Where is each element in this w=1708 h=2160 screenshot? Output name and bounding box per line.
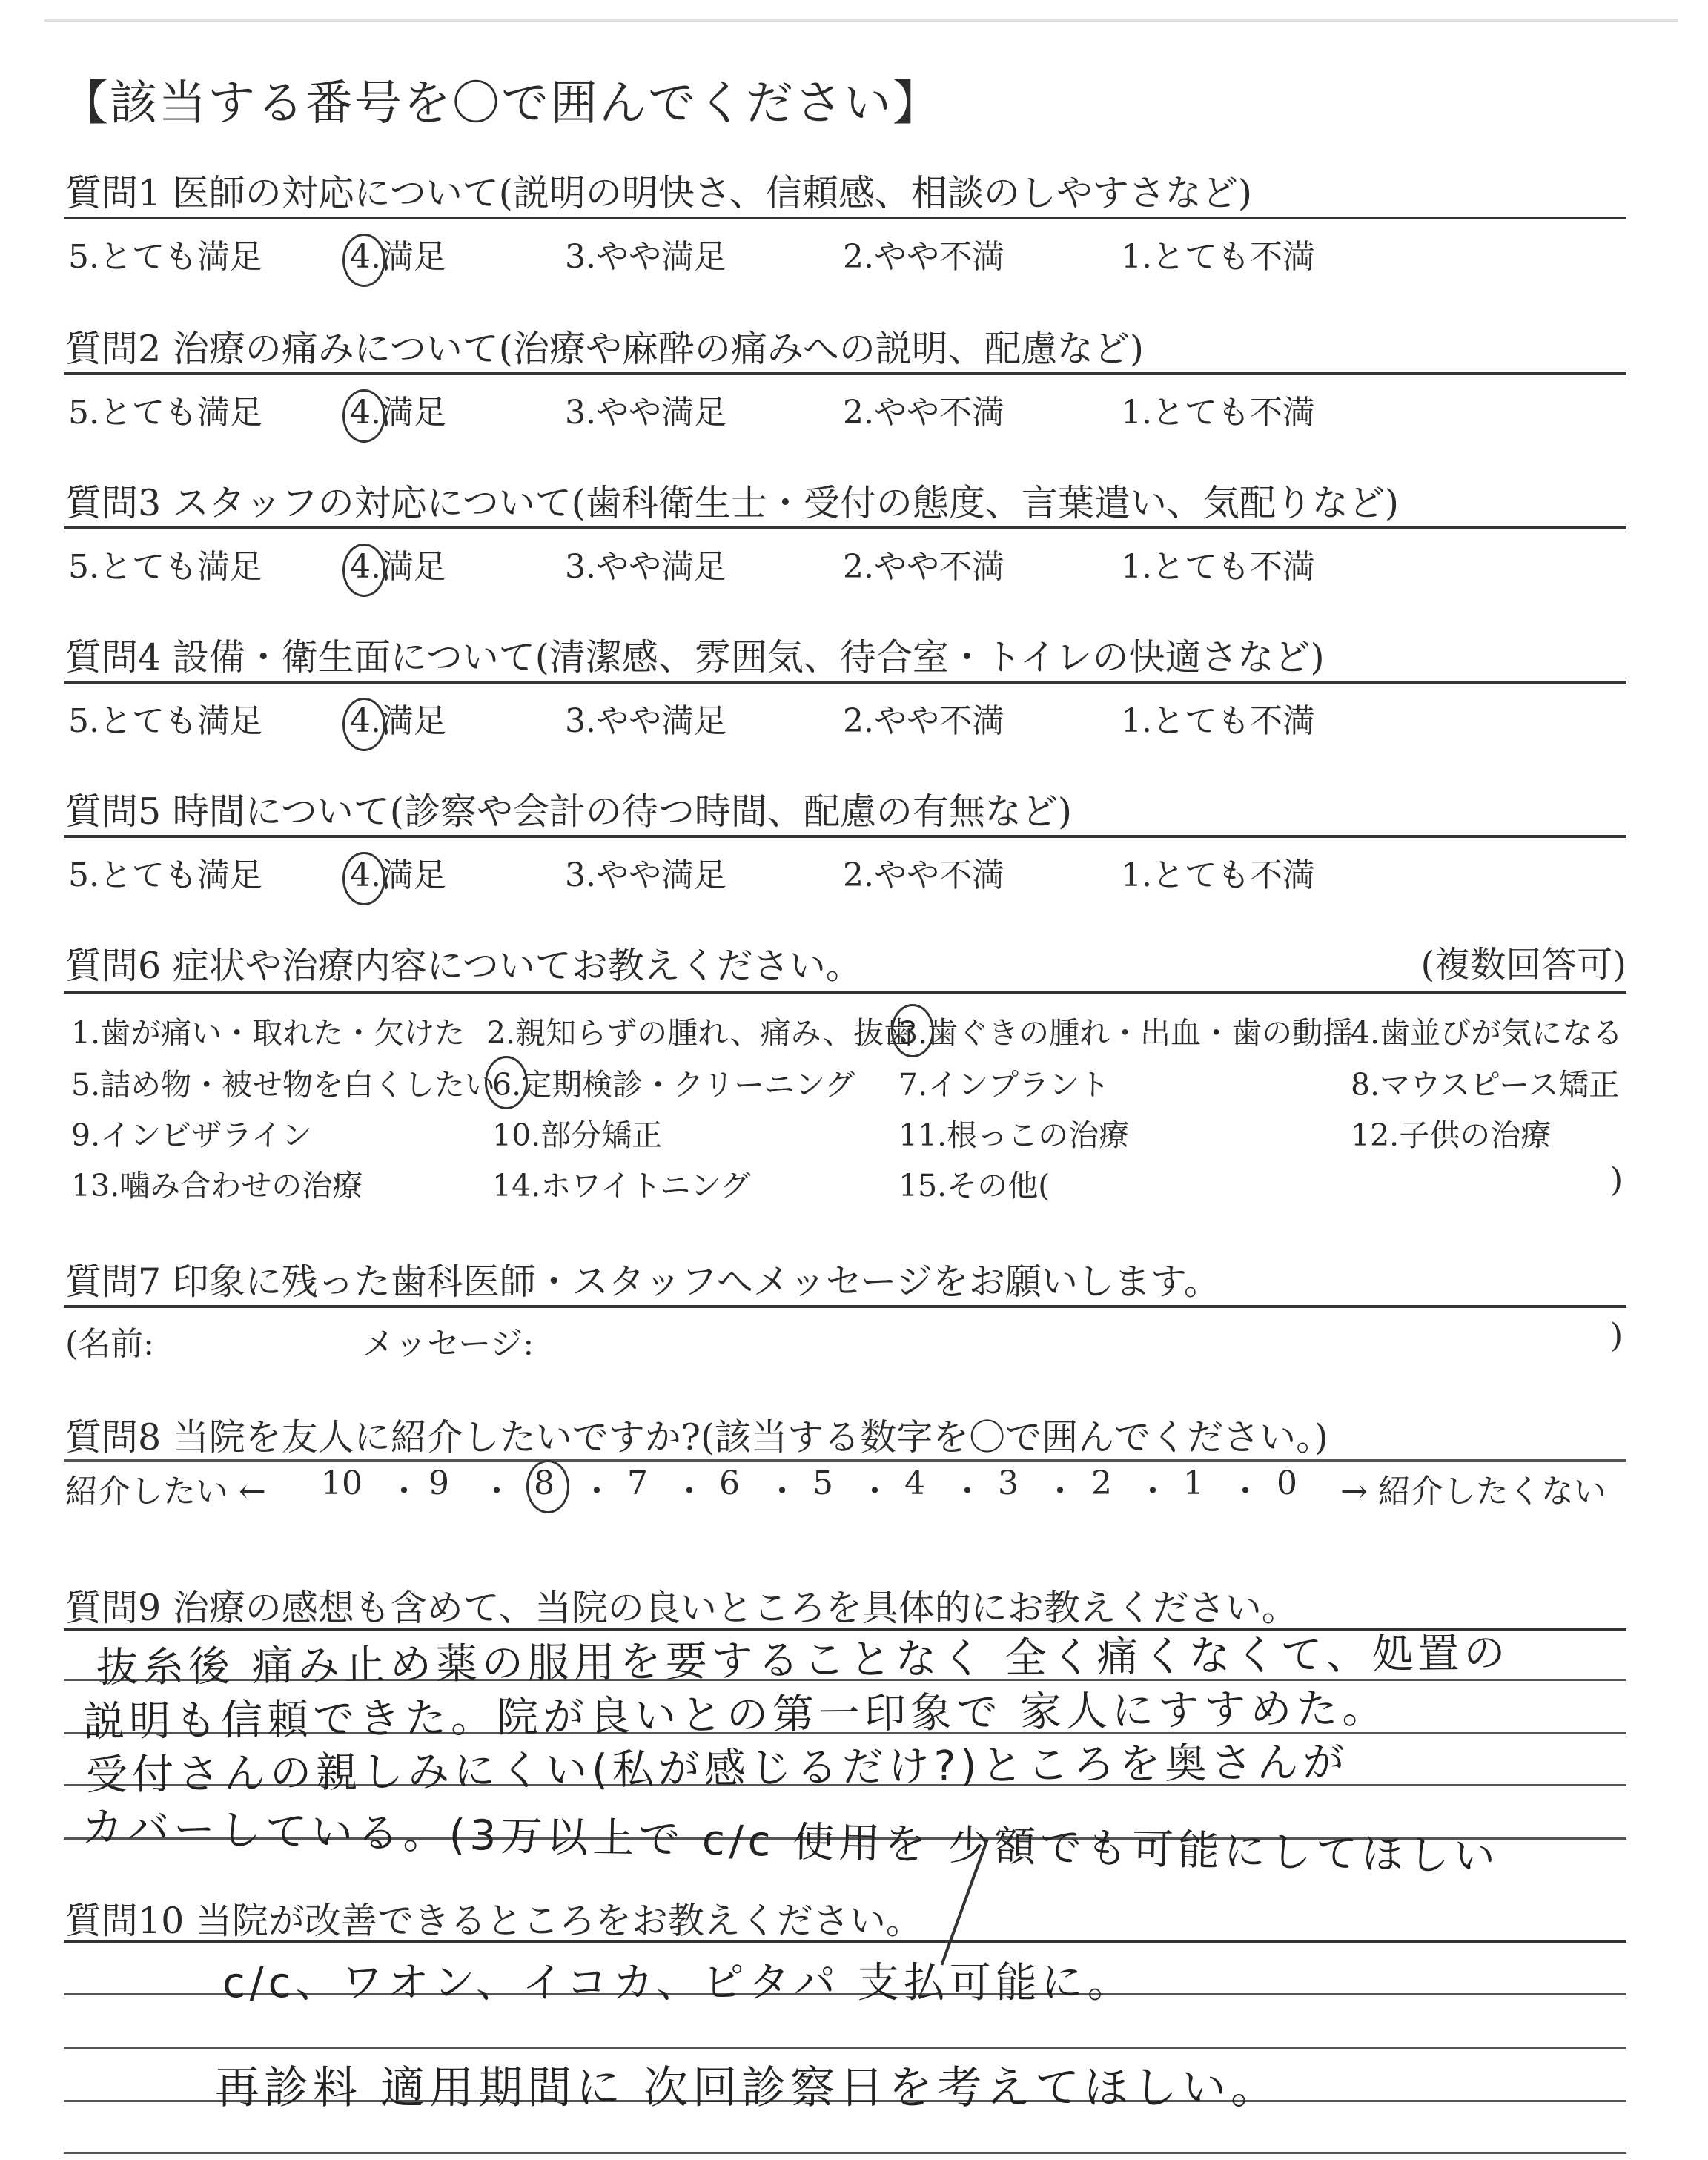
scale-value[interactable]: 5 [812,1464,833,1502]
not-recommend-label: → 紹介したくない [1340,1473,1606,1510]
question-2-title: 質問2 治療の痛みについて(治療や麻酔の痛みへの説明、配慮など) [65,328,1145,370]
option-somewhat-dissatisfied[interactable]: 2.やや不満 [843,856,1004,894]
divider [64,372,1626,375]
symptom-item[interactable]: 12.子供の治療 [1351,1117,1552,1153]
option-somewhat-satisfied[interactable]: 3.やや満足 [565,702,726,740]
handwritten-answer-line: 説明も信頼できた。院が良いとの第一印象で 家人にすすめた。 [82,1684,1388,1746]
scale-value[interactable]: 2 [1091,1464,1112,1502]
option-somewhat-dissatisfied[interactable]: 2.やや不満 [843,238,1004,276]
symptom-item[interactable]: 1.歯が痛い・取れた・欠けた [71,1015,466,1051]
question-4-title: 質問4 設備・衛生面について(清潔感、雰囲気、待合室・トイレの快適さなど) [65,636,1325,678]
recommend-label: 紹介したい ← [65,1473,266,1510]
option-satisfied-selected[interactable]: 4.満足 [350,394,446,432]
scale-separator: ・ [480,1473,513,1510]
handwritten-answer-line: カバーしている。(3万以上で c/c 使用を 少額でも可能にしてほしい [81,1803,1500,1882]
scale-value[interactable]: 1 [1183,1464,1204,1502]
question-9-title: 質問9 治療の感想も含めて、当院の良いところを具体的にお教えください。 [65,1587,1298,1629]
question-2-options [68,386,1315,432]
question-1-options [68,230,1315,276]
answer-line [64,2047,1626,2049]
option-very-dissatisfied[interactable]: 1.とても不満 [1121,238,1315,276]
symptom-item[interactable]: 10.部分矯正 [492,1117,663,1153]
question-6-title: 質問6 症状や治療内容についてお教えください。 [65,945,862,987]
scale-separator: ・ [1044,1473,1076,1510]
question-5-title: 質問5 時間について(診察や会計の待つ時間、配慮の有無など) [65,790,1073,833]
handwritten-answer-line: 受付さんの親しみにくい(私が感じるだけ?)ところを奥さんが [85,1738,1349,1800]
scale-value[interactable]: 10 [321,1464,363,1502]
symptom-item[interactable]: 8.マウスピース矯正 [1351,1067,1620,1103]
divider [64,526,1626,529]
scale-value[interactable]: 7 [627,1464,648,1502]
handwritten-answer-line: 抜糸後 痛み止め薬の服用を要することなく 全く痛くなくて、処置の [96,1629,1510,1692]
scale-separator: ・ [1136,1473,1169,1510]
option-satisfied-selected[interactable]: 4.満足 [350,702,446,740]
symptom-item[interactable]: 7.インプラント [898,1067,1110,1103]
option-satisfied-selected[interactable]: 4.満足 [350,856,446,894]
name-label: (名前: [65,1325,154,1363]
instruction-header: 【該当する番号を〇で囲んでください】 [61,76,941,131]
question-4-options [68,694,1315,740]
message-close-paren: ) [1610,1317,1623,1355]
scale-value[interactable]: 4 [904,1464,925,1502]
divider [64,835,1626,838]
question-3-options [68,540,1315,586]
symptom-item[interactable]: 9.インビザライン [71,1117,312,1153]
divider [64,991,1626,994]
divider [64,1305,1626,1308]
option-somewhat-dissatisfied[interactable]: 2.やや不満 [843,702,1004,740]
scale-separator: ・ [580,1473,613,1510]
option-somewhat-dissatisfied[interactable]: 2.やや不満 [843,548,1004,586]
question-3-title: 質問3 スタッフの対応について(歯科衛生士・受付の態度、言葉遣い、気配りなど) [65,482,1400,524]
question-7-title: 質問7 印象に残った歯科医師・スタッフへメッセージをお願いします。 [65,1261,1220,1303]
scale-value-selected[interactable]: 8 [534,1464,555,1502]
option-very-dissatisfied[interactable]: 1.とても不満 [1121,856,1315,894]
other-close-paren: ) [1610,1161,1623,1199]
option-somewhat-satisfied[interactable]: 3.やや満足 [565,238,726,276]
scale-separator: ・ [388,1473,420,1510]
scale-value[interactable]: 0 [1277,1464,1297,1502]
option-somewhat-satisfied[interactable]: 3.やや満足 [565,548,726,586]
question-5-options [68,848,1315,894]
symptom-item-other[interactable]: 15.その他( [898,1168,1050,1203]
scale-separator: ・ [951,1473,984,1510]
symptom-item[interactable]: 11.根っこの治療 [898,1117,1130,1153]
recommend-scale [65,1464,1629,1509]
answer-line [64,2152,1626,2154]
symptom-item[interactable]: 4.歯並びが気になる [1351,1015,1623,1051]
option-very-satisfied[interactable]: 5.とても満足 [68,856,262,894]
symptom-item-selected[interactable]: 6.定期検診・クリーニング [492,1060,855,1104]
option-very-dissatisfied[interactable]: 1.とても不満 [1121,548,1315,586]
divider [64,681,1626,684]
symptom-item[interactable]: 2.親知らずの腫れ、痛み、抜歯 [486,1015,915,1051]
option-very-satisfied[interactable]: 5.とても満足 [68,548,262,586]
divider [64,1459,1626,1462]
scale-value[interactable]: 6 [719,1464,740,1502]
multiple-answers-note: (複数回答可) [1420,944,1626,985]
scale-separator: ・ [766,1473,798,1510]
question-1-title: 質問1 医師の対応について(説明の明快さ、信頼感、相談のしやすさなど) [65,172,1253,214]
scale-separator: ・ [673,1473,706,1510]
symptom-item[interactable]: 13.噛み合わせの治療 [71,1168,363,1203]
option-very-dissatisfied[interactable]: 1.とても不満 [1121,702,1315,740]
scale-separator: ・ [1229,1473,1262,1510]
handwritten-answer-line: c/c、ワオン、イコカ、ピタパ 支払可能に。 [222,1959,1133,2007]
option-very-satisfied[interactable]: 5.とても満足 [68,702,262,740]
divider [64,1940,1626,1943]
divider [64,217,1626,219]
symptom-item-selected[interactable]: 3.歯ぐきの腫れ・出血・歯の動揺 [898,1008,1353,1052]
option-somewhat-satisfied[interactable]: 3.やや満足 [565,856,726,894]
scale-value[interactable]: 9 [428,1464,449,1502]
question-8-title: 質問8 当院を友人に紹介したいですか?(該当する数字を〇で囲んでください。) [65,1416,1328,1459]
scale-value[interactable]: 3 [998,1464,1019,1502]
option-very-dissatisfied[interactable]: 1.とても不満 [1121,394,1315,432]
option-satisfied-selected[interactable]: 4.満足 [350,548,446,586]
option-somewhat-satisfied[interactable]: 3.やや満足 [565,394,726,432]
message-label: メッセージ: [362,1325,534,1363]
question-10-title: 質問10 当院が改善できるところをお教えください。 [65,1900,922,1942]
scale-separator: ・ [858,1473,891,1510]
option-very-satisfied[interactable]: 5.とても満足 [68,394,262,432]
symptom-item[interactable]: 14.ホワイトニング [492,1168,751,1203]
option-satisfied-selected[interactable]: 4.満足 [350,238,446,276]
top-border [44,19,1678,22]
handwritten-answer-line: 再診料 適用期間に 次回診察日を考えてほしい。 [215,2062,1280,2114]
option-very-satisfied[interactable]: 5.とても満足 [68,238,262,276]
option-somewhat-dissatisfied[interactable]: 2.やや不満 [843,394,1004,432]
symptom-item[interactable]: 5.詰め物・被せ物を白くしたい [71,1067,496,1103]
